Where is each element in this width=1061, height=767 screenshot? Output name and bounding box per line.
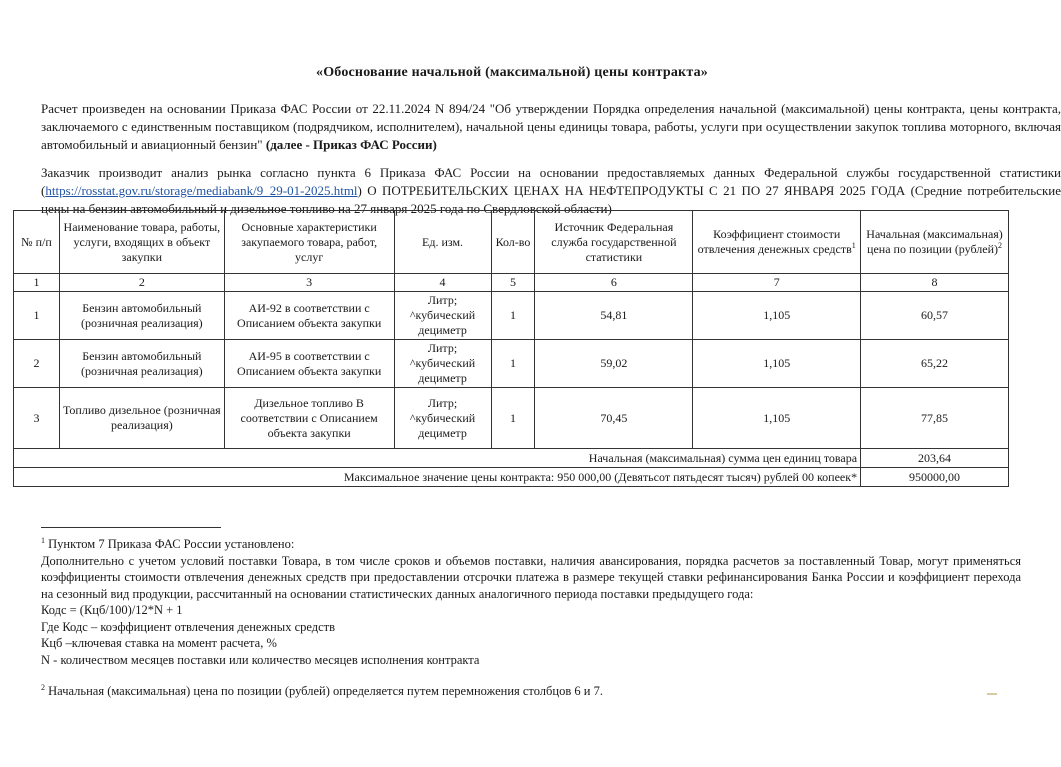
header-price bbox=[861, 211, 1009, 274]
table-row bbox=[14, 292, 1009, 340]
market-text-after: (Средние потребительские цены на бензин автомобильный и дизельное топливо на 27 января 2025 года по Свердловской области) bbox=[41, 183, 1061, 216]
header-name: Наименование товара, работы, услуги, входящих в объект закупки bbox=[59, 211, 224, 274]
footnote-1-title bbox=[41, 536, 1021, 553]
sum-row bbox=[14, 449, 1009, 468]
cell-num: 1 bbox=[14, 292, 60, 340]
market-text-mid: ) bbox=[357, 183, 368, 198]
table-row bbox=[14, 388, 1009, 449]
formula-n: N - количеством месяцев поставки или количество месяцев исполнения контракта bbox=[41, 652, 480, 667]
col-number: 7 bbox=[693, 274, 861, 292]
page-corner-mark bbox=[987, 693, 997, 695]
cell-chars: АИ-95 в соответствии с Описанием объекта закупки bbox=[224, 340, 394, 388]
header-price-sup: 2 bbox=[998, 241, 1003, 250]
formula: Кодс = (Кцб/100)/12*N + 1 bbox=[41, 603, 183, 617]
header-coef-sup: 1 bbox=[851, 241, 856, 250]
column-number-row bbox=[14, 274, 1009, 292]
market-text-before: Заказчик производит анализ рынка согласно пункта 6 Приказа ФАС России на основании предоставляемых данных Федеральной службы государственной статистики ( bbox=[41, 165, 1061, 198]
page-title: «Обоснование начальной (максимальной) цены контракта» bbox=[316, 65, 708, 80]
cell-num: 2 bbox=[14, 340, 60, 388]
cell-qty: 1 bbox=[491, 388, 535, 449]
intro-suffix: (далее - Приказ ФАС России) bbox=[262, 137, 437, 152]
header-price-text: Начальная (максимальная) цена по позиции (рублей) bbox=[866, 227, 1003, 256]
header-source: Источник Федеральная служба государственной статистики bbox=[535, 211, 693, 274]
header-coef bbox=[693, 211, 861, 274]
header-num: № п/п bbox=[14, 211, 60, 274]
cell-num: 3 bbox=[14, 388, 60, 449]
col-number: 3 bbox=[224, 274, 394, 292]
col-number: 4 bbox=[394, 274, 491, 292]
cell-source: 59,02 bbox=[535, 340, 693, 388]
cell-name: Бензин автомобильный (розничная реализация) bbox=[59, 292, 224, 340]
footnote-1-mark: 1 bbox=[41, 535, 45, 545]
cell-chars: Дизельное топливо В соответствии с Описанием объекта закупки bbox=[224, 388, 394, 449]
cell-source: 70,45 bbox=[535, 388, 693, 449]
cell-qty: 1 bbox=[491, 340, 535, 388]
sum-label: Начальная (максимальная) сумма цен единиц товара bbox=[14, 449, 861, 468]
intro-paragraph bbox=[41, 100, 1061, 154]
cell-coef: 1,105 bbox=[693, 292, 861, 340]
cell-source: 54,81 bbox=[535, 292, 693, 340]
cell-price: 60,57 bbox=[861, 292, 1009, 340]
cell-unit: Литр; ^кубический дециметр bbox=[394, 340, 491, 388]
header-coef-text: Коэффициент стоимости отвлечения денежных средств bbox=[697, 227, 852, 256]
col-number: 2 bbox=[59, 274, 224, 292]
footnote-2 bbox=[41, 683, 1021, 700]
market-caps: О ПОТРЕБИТЕЛЬСКИХ ЦЕНАХ НА НЕФТЕПРОДУКТЫ С 21 ПО 27 ЯНВАРЯ 2025 ГОДА bbox=[367, 183, 906, 198]
cell-chars: АИ-92 в соответствии с Описанием объекта закупки bbox=[224, 292, 394, 340]
footnote-1 bbox=[41, 536, 1021, 668]
sum-value: 203,64 bbox=[861, 449, 1009, 468]
col-number: 8 bbox=[861, 274, 1009, 292]
cell-name: Топливо дизельное (розничная реализация) bbox=[59, 388, 224, 449]
price-table bbox=[13, 210, 1009, 487]
footnote-divider bbox=[41, 527, 221, 528]
table-header-row bbox=[14, 211, 1009, 274]
cell-unit: Литр; ^кубический дециметр bbox=[394, 292, 491, 340]
col-number: 6 bbox=[535, 274, 693, 292]
cell-price: 77,85 bbox=[861, 388, 1009, 449]
footnote-2-text: Начальная (максимальная) цена по позиции (рублей) определяется путем перемножения столбцов 6 и 7. bbox=[45, 684, 603, 698]
footnote-1-title-text: Пунктом 7 Приказа ФАС России установлено: bbox=[45, 537, 295, 551]
cell-qty: 1 bbox=[491, 292, 535, 340]
max-row bbox=[14, 468, 1009, 487]
cell-price: 65,22 bbox=[861, 340, 1009, 388]
table-row bbox=[14, 340, 1009, 388]
footnote-2-mark: 2 bbox=[41, 682, 45, 692]
cell-unit: Литр; ^кубический дециметр bbox=[394, 388, 491, 449]
header-chars: Основные характеристики закупаемого товара, работ, услуг bbox=[224, 211, 394, 274]
col-number: 5 bbox=[491, 274, 535, 292]
max-label: Максимальное значение цены контракта: 950 000,00 (Девятьсот пятьдесят тысяч) рублей 00 копеек* bbox=[14, 468, 861, 487]
intro-text: Расчет произведен на основании Приказа ФАС России от 22.11.2024 N 894/24 "Об утверждении Порядка определения начальной (максимальной) цены контракта, цены контракта, заключаемого с единственным поставщиком (подрядчиком, исполнителем), начальной цены единицы товара, работы, услуги при осуществлении закупок топлива моторного, включая автомобильный и авиационный бензин" bbox=[41, 101, 1061, 152]
formula-kcb: Кцб –ключевая ставка на момент расчета, % bbox=[41, 636, 277, 650]
header-unit: Ед. изм. bbox=[394, 211, 491, 274]
formula-where: Где Кодс – коэффициент отвлечения денежных средств bbox=[41, 619, 336, 634]
max-value: 950000,00 bbox=[861, 468, 1009, 487]
cell-name: Бензин автомобильный (розничная реализация) bbox=[59, 340, 224, 388]
col-number: 1 bbox=[14, 274, 60, 292]
footnote-1-body: Дополнительно с учетом условий поставки Товара, в том числе сроков и объемов поставки, наличия авансирования, порядка расчетов за поставленный Товар, могут применяться коэффициенты стоимости отвлечения денежных средств при предоставлении отсрочки платежа в размере текущей ставки рефинансирования Банка России и коэффициент перехода на сезонный вид продукции, рассчитанный на основании статистических данных аналогичного периода поставки предыдущего года: bbox=[41, 553, 1021, 601]
cell-coef: 1,105 bbox=[693, 388, 861, 449]
header-qty: Кол-во bbox=[491, 211, 535, 274]
cell-coef: 1,105 bbox=[693, 340, 861, 388]
rosstat-link[interactable]: https://rosstat.gov.ru/storage/mediabank/9_29-01-2025.html bbox=[45, 183, 358, 198]
